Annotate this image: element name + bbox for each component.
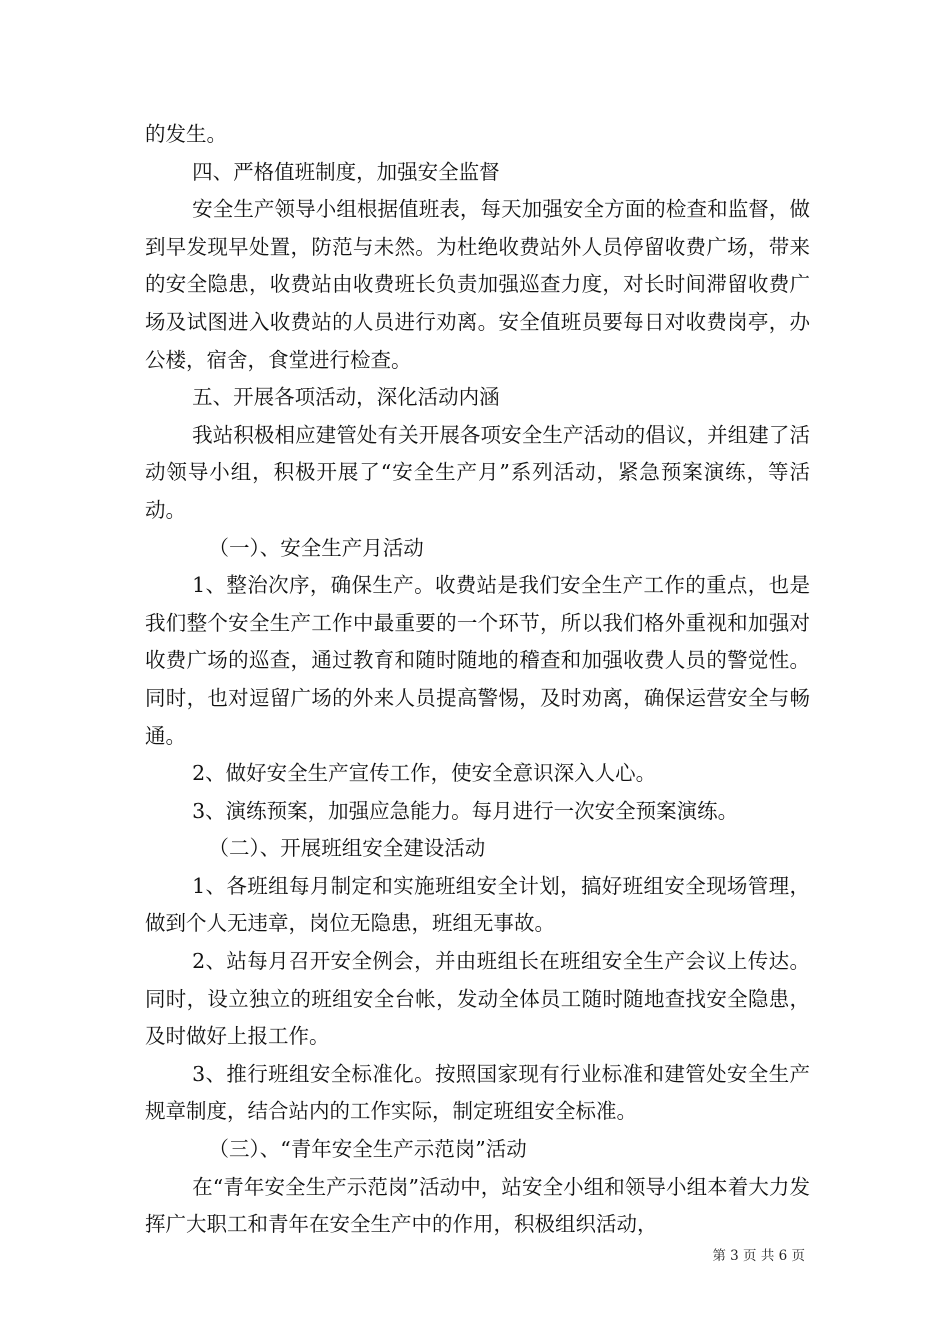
paragraph-duty-system: 安全生产领导小组根据值班表，每天加强安全方面的检查和监督，做到早发现早处置，防范与未然。为杜绝收费站外人员停留收费广场，带来的安全隐患，收费站由收费班长负责加强巡查力度，对长时间滞留收费广场及试图进入收费站的人员进行劝离。安全值班员要每日对收费岗亭，办公楼，宿舍，食堂进行检查。 (145, 197, 810, 372)
list-item-drill: 3、演练预案，加强应急能力。每月进行一次安全预案演练。 (192, 798, 739, 823)
section-heading-four: 四、严格值班制度，加强安全监督 (192, 159, 500, 184)
subheading-team-building: （二）、开展班组安全建设活动 (208, 836, 486, 861)
document-body (145, 116, 810, 1244)
paragraph-activities-intro: 我站积极相应建管处有关开展各项安全生产活动的倡议，并组建了活动领导小组，积极开展了“安全生产月”系列活动，紧急预案演练，等活动。 (145, 422, 810, 522)
list-item-order-rectification: 1、整治次序，确保生产。收费站是我们安全生产工作的重点，也是我们整个安全生产工作中最重要的一个环节，所以我们格外重视和加强对收费广场的巡查，通过教育和随时随地的稽查和加强收费人员的警觉性。同时，也对逗留广场的外来人员提高警惕，及时劝离，确保运营安全与畅通。 (145, 573, 810, 748)
paragraph-continuation: 的发生。 (145, 122, 227, 146)
section-heading-five: 五、开展各项活动，深化活动内涵 (192, 385, 500, 410)
list-item-team-plan: 1、各班组每月制定和实施班组安全计划，搞好班组安全现场管理，做到个人无违章，岗位无隐患，班组无事故。 (145, 873, 810, 936)
page-number-label: 第 3 页 共 6 页 (712, 1248, 805, 1264)
subheading-youth-post: （三）、“青年安全生产示范岗”活动 (208, 1137, 527, 1162)
list-item-standardization: 3、推行班组安全标准化。按照国家现有行业标准和建管处安全生产规章制度，结合站内的工作实际，制定班组安全标准。 (145, 1061, 810, 1124)
page-number-footer (712, 1248, 805, 1264)
list-item-monthly-meeting: 2、站每月召开安全例会，并由班组长在班组安全生产会议上传达。同时，设立独立的班组安全台帐，发动全体员工随时随地查找安全隐患，及时做好上报工作。 (145, 949, 810, 1049)
paragraph-youth-post: 在“青年安全生产示范岗”活动中，站安全小组和领导小组本着大力发挥广大职工和青年在安全生产中的作用，积极组织活动， (145, 1174, 810, 1237)
list-item-publicity: 2、做好安全生产宣传工作，使安全意识深入人心。 (192, 761, 657, 786)
subheading-safety-month: （一）、安全生产月活动 (208, 535, 424, 560)
